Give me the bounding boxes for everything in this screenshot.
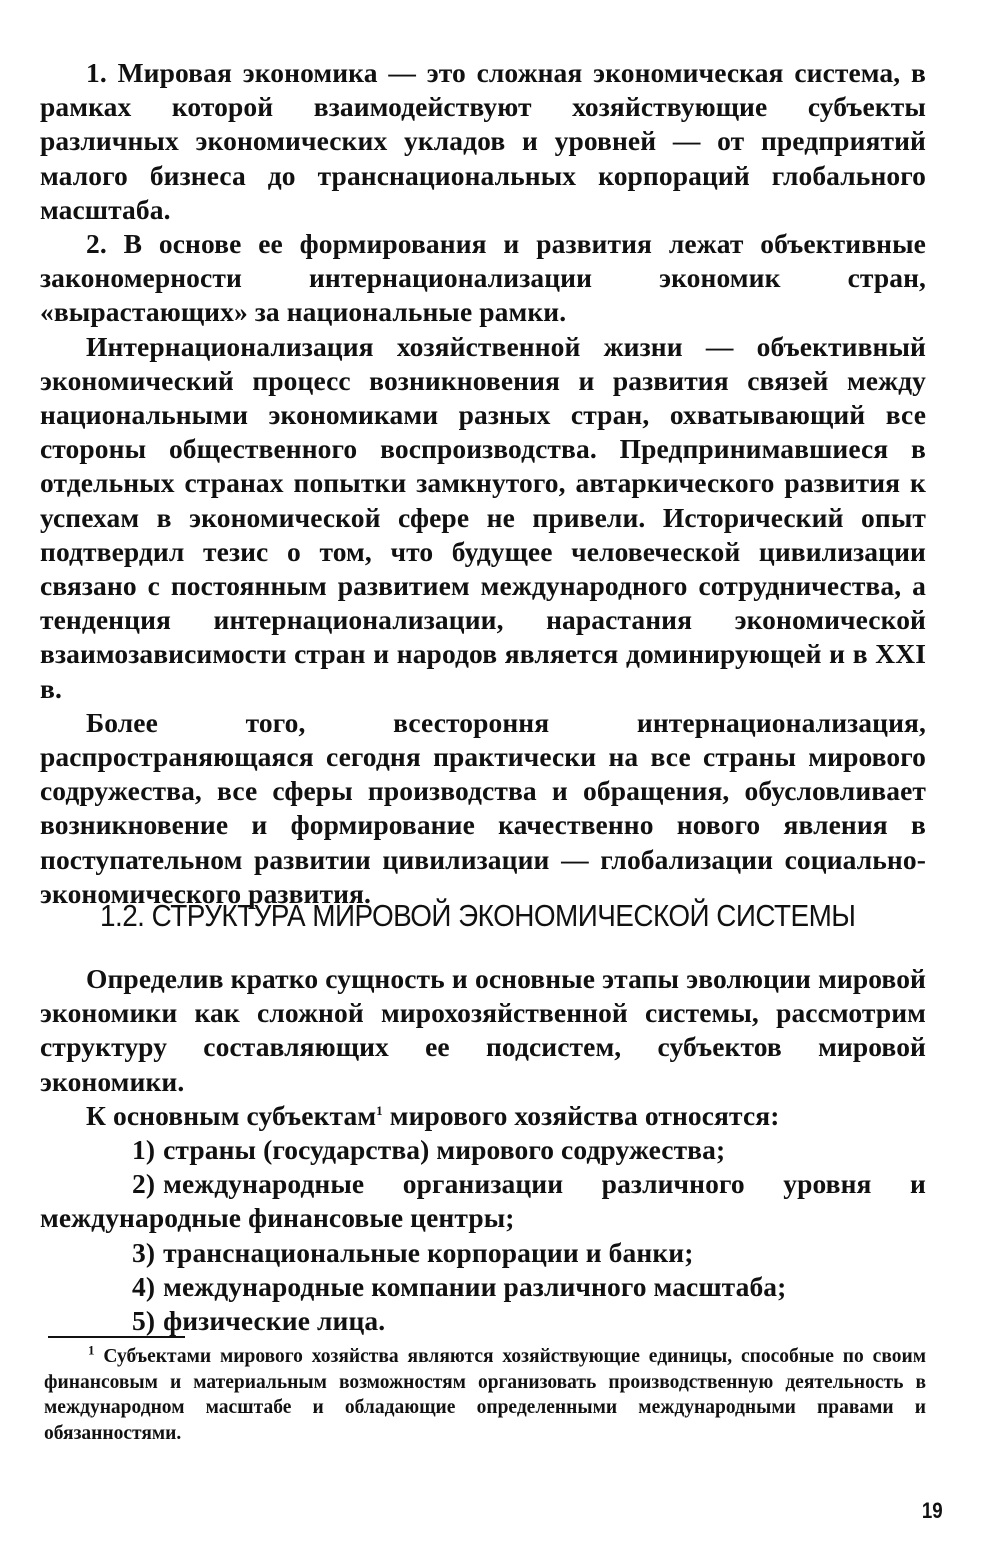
list-item [40, 1236, 926, 1270]
list-item-number: 3) [132, 1236, 156, 1268]
list-item-text: страны (государства) мирового содружества; [163, 1134, 726, 1166]
list-item [40, 1167, 926, 1235]
paragraph-3: Интернационализация хозяйственной жизни — объективный экономический процесс возникновения и развития связей между национальными экономиками разных стран, охватывающий все стороны общественного воспроизводства. Предпринимавшиеся в отдельных странах попытки замкнутого, автаркического развития к успехам в экономической сфере не привели. Исторический опыт подтвердил тезис о том, что будущее человеческой цивилизации связано с постоянным развитием международного сотрудничества, а тенденция интернационализации, нарастания экономической взаимозависимости стран и народов является доминирующей и в XXI в. [40, 330, 926, 704]
list-item-number: 5) [132, 1305, 156, 1337]
list-item-text: международные организации различного уровня и международные финансовые центры; [40, 1168, 926, 1234]
list-item-number: 4) [132, 1270, 156, 1302]
section-intro-paragraph: Определив кратко сущность и основные этапы эволюции мировой экономики как сложной мирохозяйственной системы, рассмотрим структуру составляющих ее подсистем, субъектов мировой экономики. [40, 963, 926, 1097]
paragraph-1: 1. Мировая экономика — это сложная экономическая система, в рамках которой взаимодействуют хозяйствующие субъекты различных экономических укладов и уровней — от предприятий малого бизнеса до транснациональных корпораций глобального масштаба. [40, 57, 926, 225]
list-item-text: международные компании различного масштаба; [163, 1270, 787, 1302]
section-body [40, 962, 926, 1338]
subjects-lead-paragraph [40, 1099, 926, 1133]
footnote-text: Субъектами мирового хозяйства являются хозяйствующие единицы, способные по своим финансовым и материальным возможностям организовать производственную деятельность в международном масштабе и обладающие определенными международными правами и обязанностями. [44, 1346, 926, 1444]
list-item [40, 1133, 926, 1167]
footnote-reference: 1 [376, 1102, 383, 1118]
subjects-lead-after: мирового хозяйства относятся: [382, 1099, 780, 1131]
footnote-divider [48, 1336, 185, 1338]
subjects-lead-before: К основным субъектам [86, 1099, 377, 1131]
book-page [40, 56, 926, 1536]
page-number: 19 [921, 1498, 943, 1523]
list-item-text: транснациональные корпорации и банки; [163, 1236, 694, 1268]
list-item-number: 2) [132, 1168, 156, 1200]
list-item [40, 1270, 926, 1304]
list-item [40, 1304, 926, 1338]
footnote-mark: 1 [88, 1342, 95, 1358]
list-item-number: 1) [132, 1134, 156, 1166]
footnote [44, 1344, 926, 1446]
top-text-block [40, 56, 926, 911]
section-heading: 1.2. СТРУКТУРА МИРОВОЙ ЭКОНОМИЧЕСКОЙ СИСТЕМЫ [100, 898, 856, 933]
paragraph-2: 2. В основе ее формирования и развития лежат объективные закономерности интернационализации экономик стран, «вырастающих» за национальные рамки. [40, 228, 926, 328]
paragraph-4: Более того, всестороння интернационализация, распространяющаяся сегодня практически на все страны мирового содружества, все сферы производства и обращения, обусловливает возникновение и формирование качественно нового явления в поступательном развитии цивилизации — глобализации социально-экономического развития. [40, 706, 926, 909]
list-item-text: физические лица. [163, 1305, 386, 1337]
